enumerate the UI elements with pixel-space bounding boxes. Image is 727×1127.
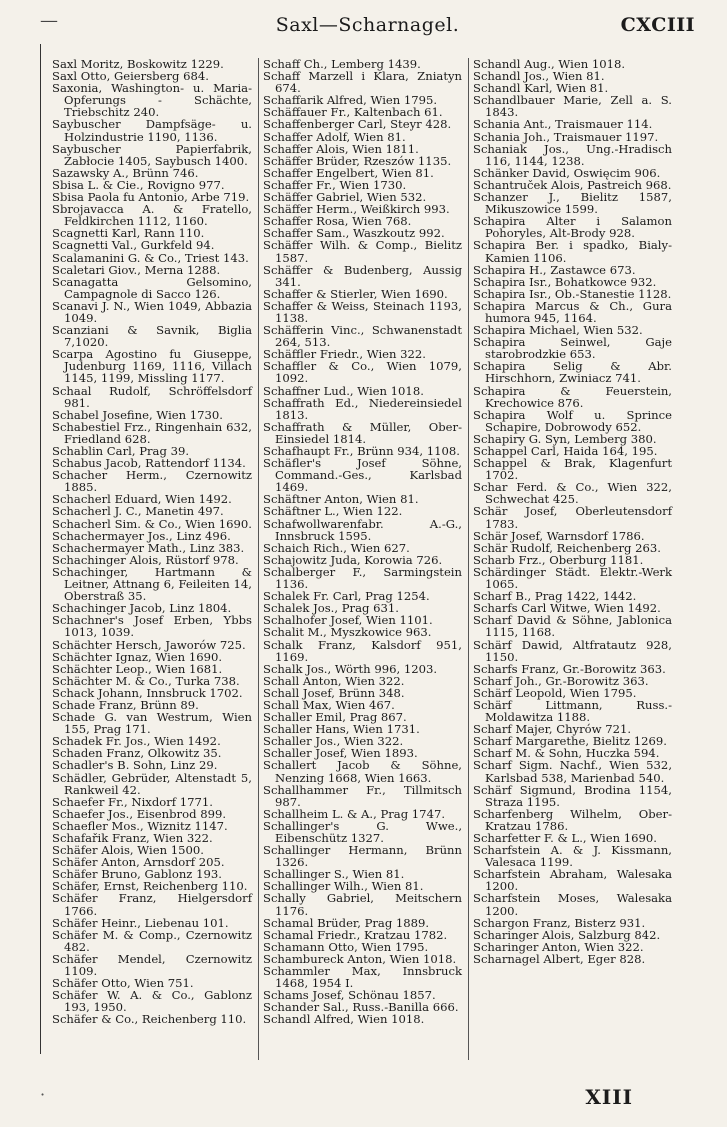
directory-entry: Scharf Margarethe, Bielitz 1269. <box>473 734 667 749</box>
directory-entry: Scarpa Agostino fu Giuseppe, Judenburg 1169, 1116, Villach 1145, 1199, Missling 1177. <box>52 347 252 386</box>
directory-entry: Schärdinger Städt. Elektr.-Werk 1065. <box>473 564 672 592</box>
directory-entry: Schalek Fr. Carl, Prag 1254. <box>263 589 430 604</box>
signature-mark: XIII <box>585 1085 633 1109</box>
directory-entry: Schania Joh., Traismauer 1197. <box>473 129 659 144</box>
directory-entry: Schaefer Fr., Nixdorf 1771. <box>52 794 213 809</box>
directory-entry: Schäftner L., Wien 122. <box>263 504 403 519</box>
directory-entry: Scharf B., Prag 1422, 1442. <box>473 589 637 604</box>
directory-entry: Schander Sal., Russ.-Banilla 666. <box>263 1000 459 1015</box>
directory-entry: Schaller Josef, Wien 1893. <box>263 746 418 761</box>
directory-entry: Schafhaupt Fr., Brünn 934, 1108. <box>263 444 460 458</box>
directory-entry: Schäffler Friedr., Wien 322. <box>263 347 426 362</box>
directory-entry: Schäfer M. & Comp., Czernowitz 482. <box>52 927 252 954</box>
directory-entry: Schapira Selig & Abr. Hirschhorn, Zwiniacz 741. <box>473 359 672 386</box>
directory-entry: Schachermayer Jos., Linz 496. <box>52 528 231 543</box>
directory-entry: Schapira Michael, Wien 532. <box>473 323 643 338</box>
directory-entry: Schär Rudolf, Reichenberg 263. <box>473 540 661 555</box>
directory-entry: Schade Franz, Brünn 89. <box>52 697 199 712</box>
directory-entry: Schäfer Alois, Wien 1500. <box>52 843 204 858</box>
directory-entry: Schädler, Gebrüder, Altenstadt 5, Rankweil 42. <box>52 770 252 797</box>
directory-entry: Schallinger Hermann, Brünn 1326. <box>263 843 462 870</box>
directory-entry: Schally Gabriel, Meitschern 1176. <box>263 891 462 918</box>
directory-entry: Schaffner Lud., Wien 1018. <box>263 383 424 398</box>
directory-entry: Schäffer Brüder, Rzeszów 1135. <box>263 153 452 168</box>
left-margin-rule <box>40 44 41 1054</box>
directory-entry: Schapira Ber. i spadko, Bialy-Kamien 1106. <box>473 238 672 265</box>
directory-entry: Schaff Marzell i Klara, Zniatyn 674. <box>263 69 462 96</box>
directory-entry: Scharfenberg Wilhelm, Ober-Kratzau 1786. <box>473 806 672 833</box>
directory-entry: Schaff Ch., Lemberg 1439. <box>263 58 421 71</box>
directory-entry: Scharfs Franz, Gr.-Borowitz 363. <box>473 661 666 676</box>
directory-entry: Schar Ferd. & Co., Wien 322, Schwechat 425. <box>473 480 672 507</box>
directory-entry: Schänker David, Oswięcim 906. <box>473 165 661 180</box>
directory-entry: Schania Ant., Traismauer 114. <box>473 117 653 132</box>
directory-entry: Schaffenberger Carl, Steyr 428. <box>263 117 452 132</box>
directory-entry: Scharfs Carl Witwe, Wien 1492. <box>473 601 661 616</box>
directory-entry: Schacherl Sim. & Co., Wien 1690. <box>52 516 252 531</box>
directory-entry: Schäfer Bruno, Gablonz 193. <box>52 867 222 882</box>
directory-entry: Saxl Moritz, Boskowitz 1229. <box>52 58 224 71</box>
column-3 <box>468 58 678 1060</box>
directory-entry: Schandl Aug., Wien 1018. <box>473 58 626 71</box>
directory-entry: Schaffer Sam., Waszkoutz 992. <box>263 226 445 241</box>
directory-entry: Scanavi J. N., Wien 1049, Abbazia 1049. <box>52 298 252 325</box>
directory-entry: Schäfer Mendel, Czernowitz 1109. <box>52 951 252 979</box>
directory-entry: Schappel Carl, Haida 164, 195. <box>473 444 658 458</box>
column-1 <box>48 58 258 1060</box>
directory-entry: Schäfer Franz, Hielgersdorf 1766. <box>52 891 252 918</box>
page-title: Saxl—Scharnagel. <box>275 14 460 36</box>
directory-entry: Schaffrath & Müller, Ober-Einsiedel 1814. <box>263 419 462 446</box>
directory-entry: Schafařik Franz, Wien 322. <box>52 831 213 845</box>
directory-entry: Schächter Leop., Wien 1681. <box>52 661 223 676</box>
directory-entry: Schandl Jos., Wien 81. <box>473 69 605 84</box>
directory-entry: Schaffer & Stierler, Wien 1690. <box>263 286 448 301</box>
directory-entry: Schächter Hersch, Jaworów 725. <box>52 637 246 652</box>
directory-entry: Schalberger F., Sarmingstein 1136. <box>263 564 462 592</box>
page-number: CXCIII <box>620 14 695 36</box>
directory-entry: Schaniak Jos., Ung.-Hradisch 116, 1144, 1238. <box>473 141 672 168</box>
directory-entry: Schammler Max, Innsbruck 1468, 1954 I. <box>263 964 462 991</box>
directory-entry: Schallinger's G. Wwe., Eibenschütz 1327. <box>263 818 462 845</box>
directory-entry: Schaffer Fr., Wien 1730. <box>263 177 407 192</box>
directory-entry: Schapiry G. Syn, Lemberg 380. <box>473 431 657 446</box>
directory-entry: Schalhofer Josef, Wien 1101. <box>263 613 433 628</box>
directory-entry: Schadler's B. Sohn, Linz 29. <box>52 758 218 773</box>
directory-entry: Schaffler & Co., Wien 1079, 1092. <box>263 359 462 386</box>
directory-entry: Schapira Alter i Salamon Pohoryles, Alt-Brody 928. <box>473 214 672 241</box>
directory-entry: Schapira Marcus & Ch., Gura humora 945, 1164. <box>473 298 672 325</box>
directory-entry: Schabestiel Frz., Ringenhain 632, Friedland 628. <box>52 419 252 446</box>
directory-entry: Schäffer Herm., Weißkirch 993. <box>263 202 450 217</box>
directory-entry: Schachner's Josef Erben, Ybbs 1013, 1039. <box>52 613 252 640</box>
directory-entry: Schabus Jacob, Rattendorf 1134. <box>52 456 246 471</box>
directory-entry: Schäfer Heinr., Liebenau 101. <box>52 915 229 930</box>
directory-entry: Scharfetter F. & L., Wien 1690. <box>473 831 657 845</box>
directory-entry: Schandl Karl, Wien 81. <box>473 81 609 96</box>
directory-entry: Schappel & Brak, Klagenfurt 1702. <box>473 456 672 483</box>
directory-entry: Saybuscher Dampfsäge- u. Holzindustrie 1190, 1136. <box>52 117 252 144</box>
directory-entry: Schäfferin Vinc., Schwanenstadt 264, 513. <box>263 323 462 350</box>
directory-entry: Scagnetti Karl, Rann 110. <box>52 226 205 241</box>
directory-entry: Schachinger, Hartmann & Leitner, Attnang 6, Feileiten 14, Oberstraß 35. <box>52 564 252 604</box>
directory-entry: Schaefler Mos., Wiznitz 1147. <box>52 818 228 833</box>
directory-entry: Schäffauer Fr., Kaltenbach 61. <box>263 105 443 120</box>
directory-entry: Schantruček Alois, Pastreich 968. <box>473 177 672 192</box>
directory-entry: Schall Max, Wien 467. <box>263 697 395 712</box>
directory-entry: Schamal Friedr., Kratzau 1782. <box>263 927 448 942</box>
directory-entry: Schallinger S., Wien 81. <box>263 867 405 882</box>
directory-entry: Schaefer Jos., Eisenbrod 899. <box>52 806 227 821</box>
directory-entry: Schaller Jos., Wien 322. <box>263 734 404 749</box>
directory-entry: Schandl Alfred, Wien 1018. <box>263 1012 425 1027</box>
directory-entry: Sbisa Paola fu Antonio, Arbe 719. <box>52 190 250 205</box>
directory-entry: Schaal Rudolf, Schröffelsdorf 981. <box>52 383 252 410</box>
directory-entry: Schäfer Otto, Wien 751. <box>52 976 194 991</box>
directory-entry: Schäfler's Josef Söhne, Command.-Ges., Karlsbad 1469. <box>263 456 462 495</box>
directory-entry: Schaffer Adolf, Wien 81. <box>263 129 406 144</box>
directory-entry: Schaich Rich., Wien 627. <box>263 540 410 555</box>
directory-entry: Schack Johann, Innsbruck 1702. <box>52 685 243 700</box>
directory-entry: Scharf Majer, Chyrów 721. <box>473 722 632 737</box>
directory-entry: Schacher Herm., Czernowitz 1885. <box>52 468 252 495</box>
directory-entry: Scharf M. & Sohn, Huczka 594. <box>473 746 660 761</box>
directory-entry: Schallhammer Fr., Tillmitsch 987. <box>263 782 462 809</box>
directory-entry: Schapira Wolf u. Sprince Schapire, Dobrowody 652. <box>473 407 672 434</box>
directory-entry: Schall Josef, Brünn 348. <box>263 685 405 700</box>
directory-entry: Schapira Isr., Ob.-Stanestie 1128. <box>473 286 672 301</box>
directory-entry: Scharf David & Söhne, Jablonica 1115, 1168. <box>473 613 672 640</box>
directory-entry: Scharinger Alois, Salzburg 842. <box>473 927 661 942</box>
directory-entry: Schaller Emil, Prag 867. <box>263 710 407 725</box>
directory-entry: Schaller Hans, Wien 1731. <box>263 722 420 737</box>
directory-entry: Schallinger Wilh., Wien 81. <box>263 879 424 894</box>
directory-entry: Schäftner Anton, Wien 81. <box>263 492 419 507</box>
directory-entry: Schächter Ignaz, Wien 1690. <box>52 649 223 664</box>
directory-entry: Schaden Franz, Olkowitz 35. <box>52 746 222 761</box>
directory-entry: Schablin Carl, Prag 39. <box>52 444 190 458</box>
directory-entry: Schaffer Alois, Wien 1811. <box>263 141 419 156</box>
directory-entry: Sazawsky A., Brünn 746. <box>52 165 199 180</box>
directory-entry: Schapira Seinwel, Gaje starobrodzkie 653. <box>473 335 672 362</box>
directory-entry: Scalamanini G. & Co., Triest 143. <box>52 250 249 265</box>
directory-entry: Schandlbauer Marie, Zell a. S. 1843. <box>473 93 672 120</box>
page-header <box>40 10 695 40</box>
directory-entry: Schalek Jos., Prag 631. <box>263 601 399 616</box>
directory-entry: Schärf Dawid, Altfratautz 928, 1150. <box>473 637 672 664</box>
directory-entry: Saxonia, Washington- u. Maria-Opferungs - Schächte, Triebschitz 240. <box>52 81 252 120</box>
directory-entry: Schallert Jacob & Söhne, Nenzing 1668, Wien 1663. <box>263 758 462 785</box>
directory-entry: Scaletari Giov., Merna 1288. <box>52 262 221 277</box>
directory-entry: Schargon Franz, Bisterz 931. <box>473 915 646 930</box>
directory-entry: Saxl Otto, Geiersberg 684. <box>52 69 209 84</box>
directory-entry: Scharfstein A. & J. Kissmann, Valesaca 1199. <box>473 843 672 870</box>
directory-entry: Schanzer J., Bielitz 1587, Mikuszowice 1599. <box>473 190 672 217</box>
directory-entry: Schacherl Eduard, Wien 1492. <box>52 492 232 507</box>
directory-entry: Schallheim L. & A., Prag 1747. <box>263 806 446 821</box>
directory-entry: Saybuscher Papierfabrik, Zabłocie 1405, Saybusch 1400. <box>52 141 252 168</box>
directory-entry: Schalk Franz, Kalsdorf 951, 1169. <box>263 637 462 664</box>
directory-entry: Schachinger Jacob, Linz 1804. <box>52 601 232 616</box>
directory-entry: Scharb Frz., Oberburg 1181. <box>473 552 644 567</box>
directory-entry: Schäfer, Ernst, Reichenberg 110. <box>52 879 248 894</box>
directory-entry: Scharfstein Abraham, Walesaka 1200. <box>473 867 672 894</box>
directory-entry: Schäffer & Budenberg, Aussig 341. <box>263 262 462 289</box>
directory-entry: Schächter M. & Co., Turka 738. <box>52 673 240 688</box>
directory-entry: Schambureck Anton, Wien 1018. <box>263 951 457 966</box>
directory-entry: Schade G. van Westrum, Wien 155, Prag 171. <box>52 710 252 737</box>
directory-entry: Schaffer Rosa, Wien 768. <box>263 214 412 229</box>
directory-entry: Schärf Littmann, Russ.-Moldawitza 1188. <box>473 697 672 725</box>
directory-entry: Scharf Sigm. Nachf., Wien 532, Karlsbad 538, Marienbad 540. <box>473 758 672 785</box>
directory-entry: Schajowitz Juda, Korowia 726. <box>263 552 443 567</box>
directory-entry: Schär Josef, Warnsdorf 1786. <box>473 528 645 543</box>
margin-mark: — <box>40 10 58 31</box>
directory-entry: Schachinger Alois, Rüstorf 978. <box>52 552 239 567</box>
directory-entry: Scharf Joh., Gr.-Borowitz 363. <box>473 673 649 688</box>
directory-entry: Schapira & Feuerstein, Krechowice 876. <box>473 383 672 410</box>
directory-entry: Schadek Fr. Jos., Wien 1492. <box>52 734 221 749</box>
directory-entry: Schalk Jos., Wörth 996, 1203. <box>263 661 438 676</box>
directory-entry: Schafwollwarenfabr. A.-G., Innsbruck 1595. <box>263 516 462 543</box>
directory-entry: Schamal Brüder, Prag 1889. <box>263 915 430 930</box>
directory-entry: Schär Josef, Oberleutensdorf 1783. <box>473 504 672 531</box>
directory-entry: Schaffer Engelbert, Wien 81. <box>263 165 434 180</box>
directory-entry: Scharnagel Albert, Eger 828. <box>473 951 646 966</box>
directory-entry: Schaffarik Alfred, Wien 1795. <box>263 93 438 108</box>
directory-entry: Schamann Otto, Wien 1795. <box>263 939 429 954</box>
directory-entry: Schärf Leopold, Wien 1795. <box>473 685 637 700</box>
directory-entry: Scanziani & Savnik, Biglia 7,1020. <box>52 323 252 350</box>
directory-entry: Schapira Isr., Bohatkowce 932. <box>473 274 657 289</box>
directory-entry: Scagnetti Val., Gurkfeld 94. <box>52 238 215 253</box>
directory-entry: Schaffer & Weiss, Steinach 1193, 1138. <box>263 298 462 325</box>
directory-entry: Schäfer Anton, Arnsdorf 205. <box>52 855 225 870</box>
bottom-margin-mark: · <box>40 1085 46 1104</box>
directory-entry: Scharinger Anton, Wien 322. <box>473 939 644 954</box>
directory-entry: Schacherl J. C., Manetin 497. <box>52 504 224 519</box>
directory-columns <box>48 58 709 1060</box>
directory-entry: Scanagatta Gelsomino, Campagnole di Sacco 126. <box>52 274 252 301</box>
directory-entry: Schall Anton, Wien 322. <box>263 673 405 688</box>
directory-entry: Schaffrath Ed., Niedereinsiedel 1813. <box>263 395 462 422</box>
directory-entry: Schäffer Gabriel, Wien 532. <box>263 190 427 205</box>
directory-entry: Schabel Josefine, Wien 1730. <box>52 407 223 422</box>
column-2 <box>258 58 468 1060</box>
directory-entry: Sbrojavacca A. & Fratello, Feldkirchen 1112, 1160. <box>52 202 252 229</box>
directory-entry: Schäffer Wilh. & Comp., Bielitz 1587. <box>263 238 462 265</box>
directory-entry: Schalit M., Myszkowice 963. <box>263 625 432 640</box>
directory-entry: Schapira H., Zastawce 673. <box>473 262 636 277</box>
directory-entry: Schäfer W. A. & Co., Gablonz 193, 1950. <box>52 988 252 1015</box>
directory-entry: Schams Josef, Schönau 1857. <box>263 988 436 1003</box>
directory-entry: Schärf Sigmund, Brodina 1154, Straza 1195. <box>473 782 672 809</box>
directory-entry: Sbisa L. & Cie., Rovigno 977. <box>52 177 225 192</box>
directory-entry: Schäfer & Co., Reichenberg 110. <box>52 1012 247 1027</box>
directory-entry: Scharfstein Moses, Walesaka 1200. <box>473 891 672 918</box>
directory-entry: Schachermayer Math., Linz 383. <box>52 540 245 555</box>
